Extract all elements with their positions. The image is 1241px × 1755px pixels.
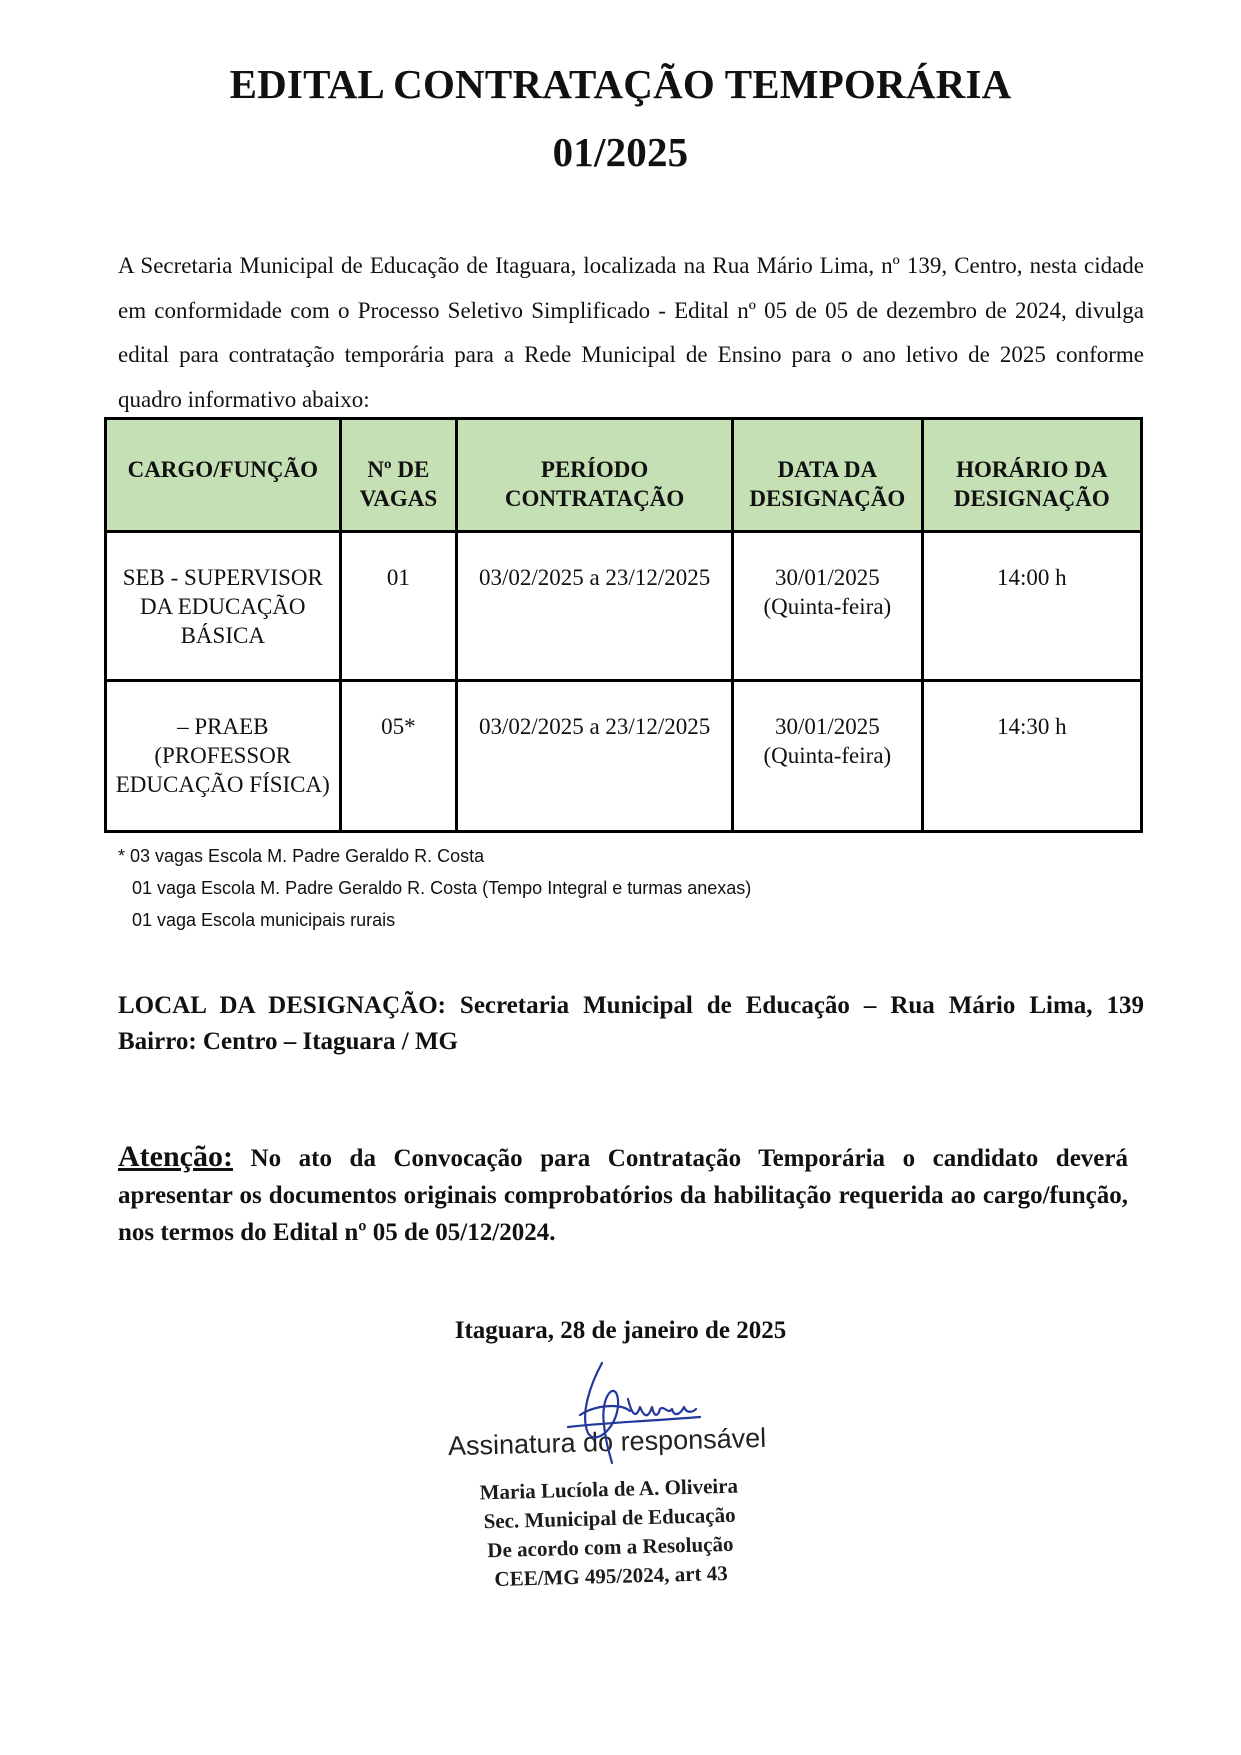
- table-row: [106, 532, 1142, 681]
- cell-periodo: 03/02/2025 a 23/12/2025: [457, 532, 733, 681]
- document-number: 01/2025: [552, 129, 689, 175]
- cell-vagas: 01: [340, 532, 457, 681]
- stamp-line: CEE/MG 495/2024, art 43: [494, 1560, 729, 1592]
- cell-periodo: 03/02/2025 a 23/12/2025: [457, 681, 733, 832]
- cell-horario: 14:30 h: [922, 681, 1141, 832]
- cell-data: [733, 532, 923, 681]
- handwritten-signature: [560, 1355, 730, 1465]
- header-data: DATA DA DESIGNAÇÃO: [733, 419, 923, 532]
- intro-paragraph: A Secretaria Municipal de Educação de Itaguara, localizada na Rua Mário Lima, nº 139, Centro, nesta cidade em conformidade com o Processo Seletivo Simplificado - Edital nº 05 de 05 de dezembro de 2024, divulga edital para contratação temporária para a Rede Municipal de Ensino para o ano letivo de 2025 conforme quadro informativo abaixo:: [118, 253, 1144, 412]
- header-periodo: PERÍODO CONTRATAÇÃO: [457, 419, 733, 532]
- note-line: * 03 vagas Escola M. Padre Geraldo R. Costa: [118, 846, 485, 866]
- stamp-line: Maria Lucíola de A. Oliveira: [479, 1473, 739, 1505]
- note-line: 01 vaga Escola M. Padre Geraldo R. Costa (Tempo Integral e turmas anexas): [132, 878, 752, 898]
- header-vagas: Nº DE VAGAS: [340, 419, 457, 532]
- note-line: 01 vaga Escola municipais rurais: [132, 910, 396, 930]
- cell-cargo: – PRAEB (PROFESSOR EDUCAÇÃO FÍSICA): [106, 681, 341, 832]
- header-horario: HORÁRIO DA DESIGNAÇÃO: [922, 419, 1141, 532]
- stamp-line: Sec. Municipal de Educação: [483, 1502, 736, 1534]
- stamp-line: De acordo com a Resolução: [487, 1531, 734, 1563]
- signature-label: Assinatura do responsável: [447, 1422, 767, 1462]
- table-header-row: [106, 419, 1142, 532]
- date-line: Itaguara, 28 de janeiro de 2025: [454, 1317, 787, 1344]
- cell-data-weekday: (Quinta-feira): [763, 743, 892, 768]
- cell-cargo: SEB - SUPERVISOR DA EDUCAÇÃO BÁSICA: [106, 532, 341, 681]
- cell-data-date: 30/01/2025: [774, 565, 880, 590]
- header-cargo: CARGO/FUNÇÃO: [106, 419, 341, 532]
- table-row: [106, 681, 1142, 832]
- designation-location: LOCAL DA DESIGNAÇÃO: Secretaria Municipal de Educação – Rua Mário Lima, 139 Bairro: Centro – Itaguara / MG: [118, 992, 1144, 1055]
- document-title: EDITAL CONTRATAÇÃO TEMPORÁRIA: [229, 61, 1012, 107]
- cell-vagas: 05*: [340, 681, 457, 832]
- attention-label: Atenção:: [118, 1140, 233, 1173]
- cell-data: [733, 681, 923, 832]
- cell-data-weekday: (Quinta-feira): [763, 594, 892, 619]
- cell-data-date: 30/01/2025: [774, 714, 880, 739]
- signature-stamp: [429, 1470, 792, 1595]
- attention-notice: [118, 1138, 1128, 1251]
- vacancy-notes: [118, 840, 751, 936]
- cell-horario: 14:00 h: [922, 532, 1141, 681]
- positions-table: [104, 417, 1143, 833]
- attention-text: No ato da Convocação para Contratação Temporária o candidato deverá apresentar os documentos originais comprobatórios da habilitação requerida ao cargo/função, nos termos do Edital nº 05 de 05/12/2024.: [118, 1145, 1128, 1246]
